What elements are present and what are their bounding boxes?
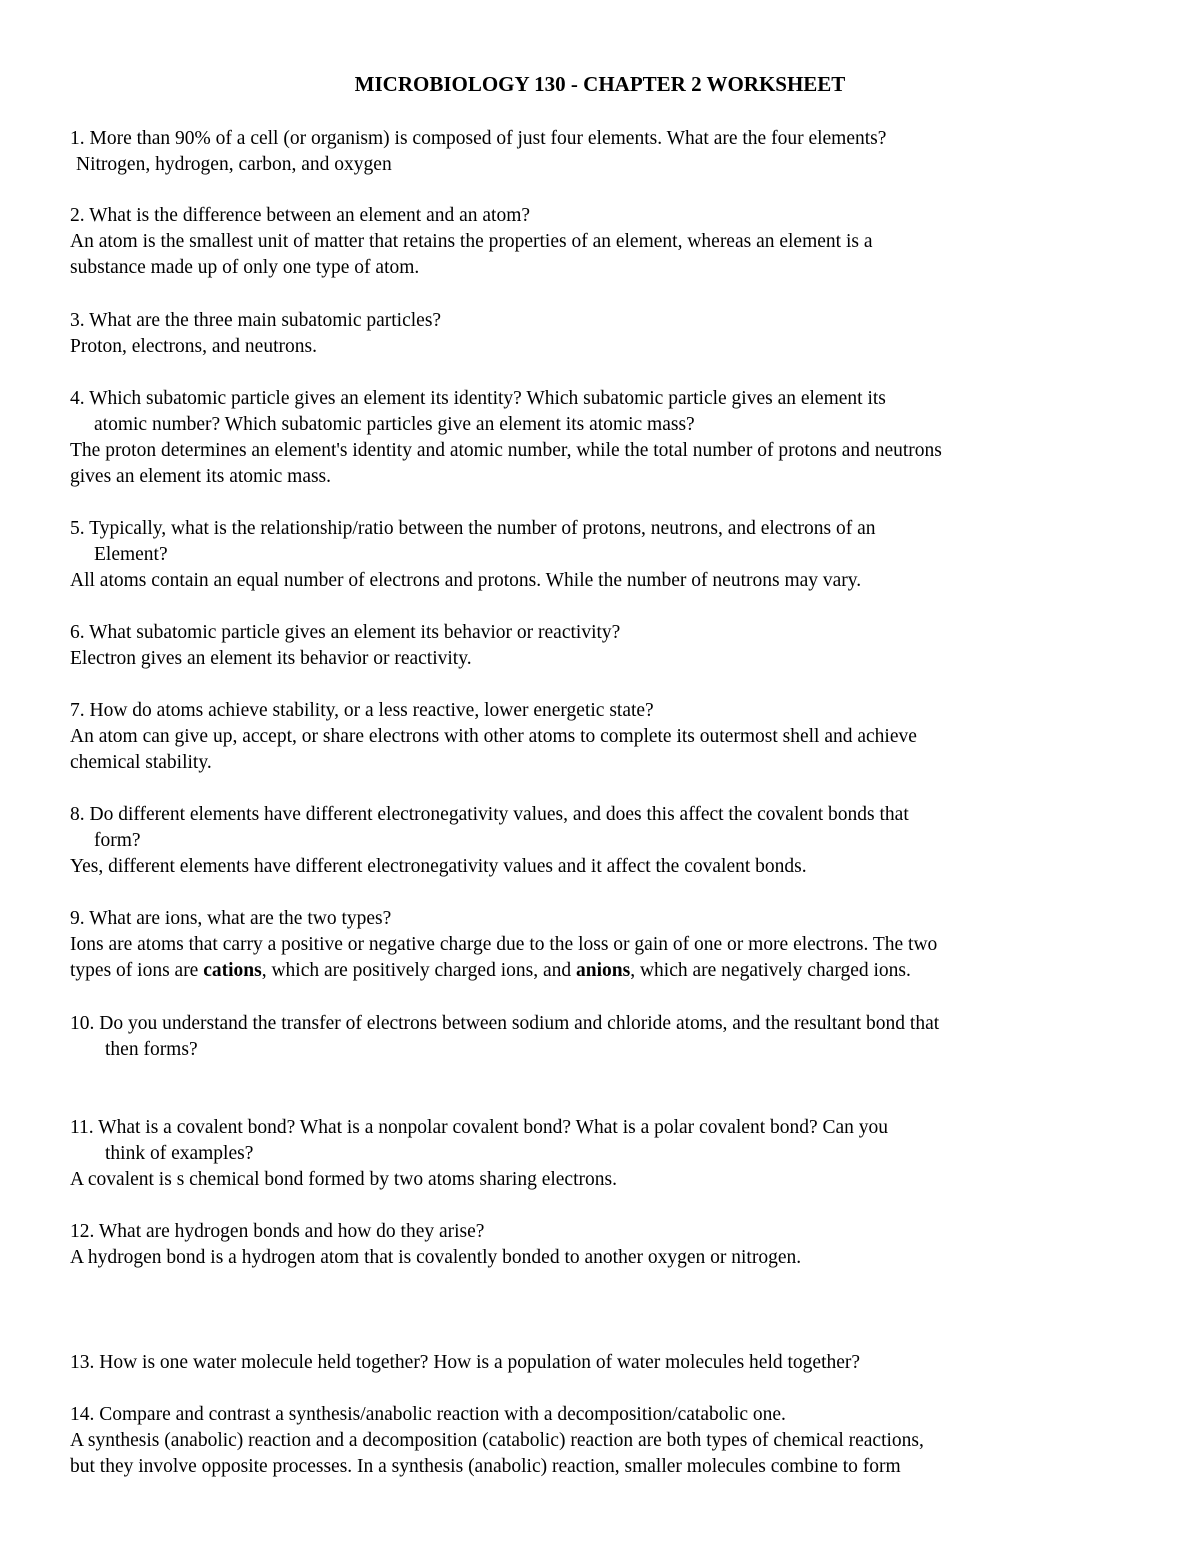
- answer-8: Yes, different elements have different electronegativity values and it affect the covalent bonds.: [70, 856, 807, 877]
- question-5-line-1: 5. Typically, what is the relationship/ratio between the number of protons, neutrons, and electrons of an: [70, 518, 876, 539]
- answer-3: Proton, electrons, and neutrons.: [70, 336, 317, 357]
- answer-4-line-1: The proton determines an element's identity and atomic number, while the total number of protons and neutrons: [70, 440, 942, 461]
- question-3: 3. What are the three main subatomic particles?: [70, 310, 442, 331]
- question-12: 12. What are hydrogen bonds and how do they arise?: [70, 1221, 485, 1242]
- question-4-line-2: atomic number? Which subatomic particles give an element its atomic mass?: [94, 414, 695, 435]
- question-11-line-1: 11. What is a covalent bond? What is a nonpolar covalent bond? What is a polar covalent bond? Can you: [70, 1117, 889, 1138]
- term-cations: cations: [203, 960, 262, 981]
- answer-12: A hydrogen bond is a hydrogen atom that is covalently bonded to another oxygen or nitrogen.: [70, 1247, 802, 1268]
- answer-2-line-2: substance made up of only one type of atom.: [70, 257, 420, 278]
- question-2: 2. What is the difference between an element and an atom?: [70, 205, 531, 226]
- question-1: 1. More than 90% of a cell (or organism) is composed of just four elements. What are the four elements?: [70, 128, 887, 149]
- question-9: 9. What are ions, what are the two types?: [70, 908, 392, 929]
- answer-9-text-b: , which are positively charged ions, and: [261, 960, 576, 981]
- question-4-line-1: 4. Which subatomic particle gives an element its identity? Which subatomic particle gives an element its: [70, 388, 886, 409]
- answer-2-line-1: An atom is the smallest unit of matter that retains the properties of an element, whereas an element is a: [70, 231, 873, 252]
- answer-5: All atoms contain an equal number of electrons and protons. While the number of neutrons may vary.: [70, 570, 862, 591]
- answer-9-text-c: , which are negatively charged ions.: [630, 960, 911, 981]
- question-13: 13. How is one water molecule held together? How is a population of water molecules held together?: [70, 1352, 861, 1373]
- question-14: 14. Compare and contrast a synthesis/anabolic reaction with a decomposition/catabolic one.: [70, 1404, 786, 1425]
- question-11-line-2: think of examples?: [105, 1143, 254, 1164]
- question-8-line-2: form?: [94, 830, 141, 851]
- answer-14-line-2: but they involve opposite processes. In a synthesis (anabolic) reaction, smaller molecules combine to form: [70, 1456, 901, 1477]
- answer-9-text-a: types of ions are: [70, 960, 204, 981]
- question-6: 6. What subatomic particle gives an element its behavior or reactivity?: [70, 622, 621, 643]
- term-anions: anions: [576, 960, 631, 981]
- question-10-line-2: then forms?: [105, 1039, 198, 1060]
- answer-7-line-2: chemical stability.: [70, 752, 212, 773]
- answer-1: Nitrogen, hydrogen, carbon, and oxygen: [76, 154, 392, 175]
- question-5-line-2: Element?: [94, 544, 168, 565]
- answer-4-line-2: gives an element its atomic mass.: [70, 466, 332, 487]
- question-10-line-1: 10. Do you understand the transfer of electrons between sodium and chloride atoms, and the resultant bond that: [70, 1013, 940, 1034]
- answer-9-line-1: Ions are atoms that carry a positive or negative charge due to the loss or gain of one or more electrons. The two: [70, 934, 938, 955]
- answer-11: A covalent is s chemical bond formed by two atoms sharing electrons.: [70, 1169, 617, 1190]
- question-8-line-1: 8. Do different elements have different electronegativity values, and does this affect the covalent bonds that: [70, 804, 909, 825]
- answer-9-line-2: [70, 958, 911, 984]
- answer-14-line-1: A synthesis (anabolic) reaction and a decomposition (catabolic) reaction are both types of chemical reactions,: [70, 1430, 924, 1451]
- worksheet-title: MICROBIOLOGY 130 - CHAPTER 2 WORKSHEET: [354, 72, 846, 96]
- question-7: 7. How do atoms achieve stability, or a less reactive, lower energetic state?: [70, 700, 654, 721]
- answer-7-line-1: An atom can give up, accept, or share electrons with other atoms to complete its outermost shell and achieve: [70, 726, 917, 747]
- answer-6: Electron gives an element its behavior or reactivity.: [70, 648, 472, 669]
